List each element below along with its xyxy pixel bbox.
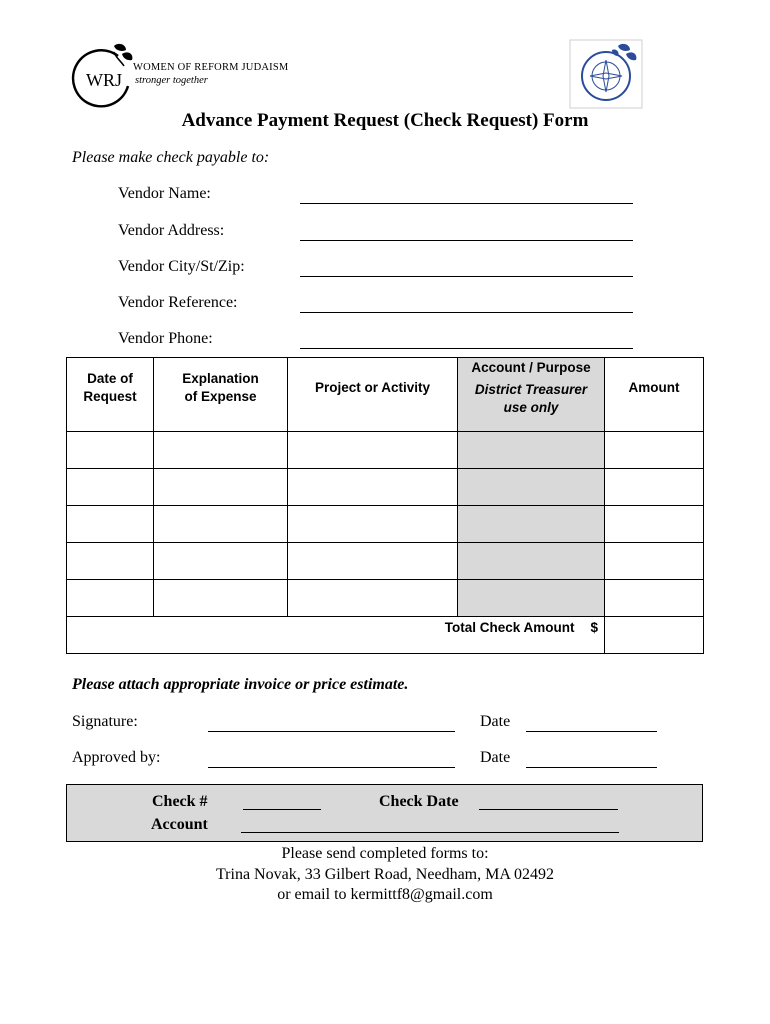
col-amount-header: Amount	[605, 358, 704, 432]
col-explanation-header	[154, 358, 288, 432]
date-cell[interactable]	[67, 580, 154, 617]
total-amount-cell[interactable]	[605, 617, 704, 654]
col-explanation-line2: of Expense	[184, 389, 257, 404]
wrj-circle-icon	[70, 42, 140, 112]
expense-table	[66, 357, 704, 654]
project-cell[interactable]	[288, 543, 458, 580]
approved-date-field[interactable]	[526, 767, 657, 768]
col-account-note-line1: District Treasurer	[474, 382, 588, 397]
signature-field[interactable]	[208, 731, 455, 732]
amount-cell[interactable]	[605, 432, 704, 469]
col-project-header: Project or Activity	[288, 358, 458, 432]
check-date-field[interactable]	[479, 809, 618, 810]
org-name: WOMEN OF REFORM JUDAISM	[133, 62, 289, 73]
payable-prompt: Please make check payable to:	[72, 149, 270, 166]
footer-address: Trina Novak, 33 Gilbert Road, Needham, MA 02492	[215, 866, 555, 883]
table-row	[67, 469, 704, 506]
check-number-field[interactable]	[243, 809, 321, 810]
approved-date-label: Date	[480, 749, 511, 766]
vendor-city-label: Vendor City/St/Zip:	[118, 258, 245, 275]
vendor-name-field[interactable]	[300, 203, 633, 204]
footer-email[interactable]: or email to kermittf8@gmail.com	[277, 886, 493, 903]
project-cell[interactable]	[288, 506, 458, 543]
footer-line-1: Please send completed forms to:	[281, 845, 489, 862]
dollar-sign: $	[590, 620, 598, 635]
vendor-phone-label: Vendor Phone:	[118, 330, 213, 347]
total-check-amount-label: Total Check Amount	[444, 620, 575, 635]
table-row	[67, 543, 704, 580]
vendor-phone-field[interactable]	[300, 348, 633, 349]
col-date-line2: Request	[83, 389, 137, 404]
form-title: Advance Payment Request (Check Request) Form	[181, 110, 589, 131]
project-cell[interactable]	[288, 432, 458, 469]
account-cell	[458, 469, 605, 506]
org-tagline: stronger together	[135, 75, 208, 86]
project-cell[interactable]	[288, 580, 458, 617]
account-cell	[458, 580, 605, 617]
date-cell[interactable]	[67, 506, 154, 543]
account-cell	[458, 432, 605, 469]
project-cell[interactable]	[288, 469, 458, 506]
vendor-address-label: Vendor Address:	[118, 222, 225, 239]
compass-logo-icon	[568, 38, 644, 110]
explanation-cell[interactable]	[154, 432, 288, 469]
treasurer-box	[66, 784, 703, 842]
vendor-reference-label: Vendor Reference:	[118, 294, 238, 311]
amount-cell[interactable]	[605, 543, 704, 580]
explanation-cell[interactable]	[154, 469, 288, 506]
col-account-title: Account / Purpose	[471, 360, 591, 375]
date-cell[interactable]	[67, 543, 154, 580]
approved-by-field[interactable]	[208, 767, 455, 768]
table-row	[67, 580, 704, 617]
vendor-city-field[interactable]	[300, 276, 633, 277]
district-logo	[568, 38, 644, 110]
signature-date-field[interactable]	[526, 731, 657, 732]
check-date-label: Check Date	[379, 793, 459, 810]
date-cell[interactable]	[67, 469, 154, 506]
amount-cell[interactable]	[605, 506, 704, 543]
total-row	[67, 617, 704, 654]
date-cell[interactable]	[67, 432, 154, 469]
vendor-reference-field[interactable]	[300, 312, 633, 313]
table-header-row	[67, 358, 704, 432]
total-label-cell	[67, 617, 605, 654]
col-date-line1: Date of	[87, 371, 133, 386]
table-row	[67, 506, 704, 543]
signature-date-label: Date	[480, 713, 511, 730]
account-cell	[458, 543, 605, 580]
table-row	[67, 432, 704, 469]
explanation-cell[interactable]	[154, 506, 288, 543]
col-date-header	[67, 358, 154, 432]
svg-text:WRJ: WRJ	[86, 70, 122, 90]
explanation-cell[interactable]	[154, 543, 288, 580]
vendor-name-label: Vendor Name:	[118, 185, 211, 202]
amount-cell[interactable]	[605, 469, 704, 506]
signature-label: Signature:	[72, 713, 138, 730]
attach-note: Please attach appropriate invoice or price estimate.	[72, 676, 409, 693]
account-field[interactable]	[241, 832, 619, 833]
amount-cell[interactable]	[605, 580, 704, 617]
col-account-note-line2: use only	[503, 400, 559, 415]
account-cell	[458, 506, 605, 543]
check-number-label: Check #	[152, 793, 208, 810]
col-explanation-line1: Explanation	[182, 371, 259, 386]
approved-by-label: Approved by:	[72, 749, 161, 766]
vendor-address-field[interactable]	[300, 240, 633, 241]
explanation-cell[interactable]	[154, 580, 288, 617]
col-account-header	[458, 358, 605, 432]
account-label: Account	[151, 816, 208, 833]
